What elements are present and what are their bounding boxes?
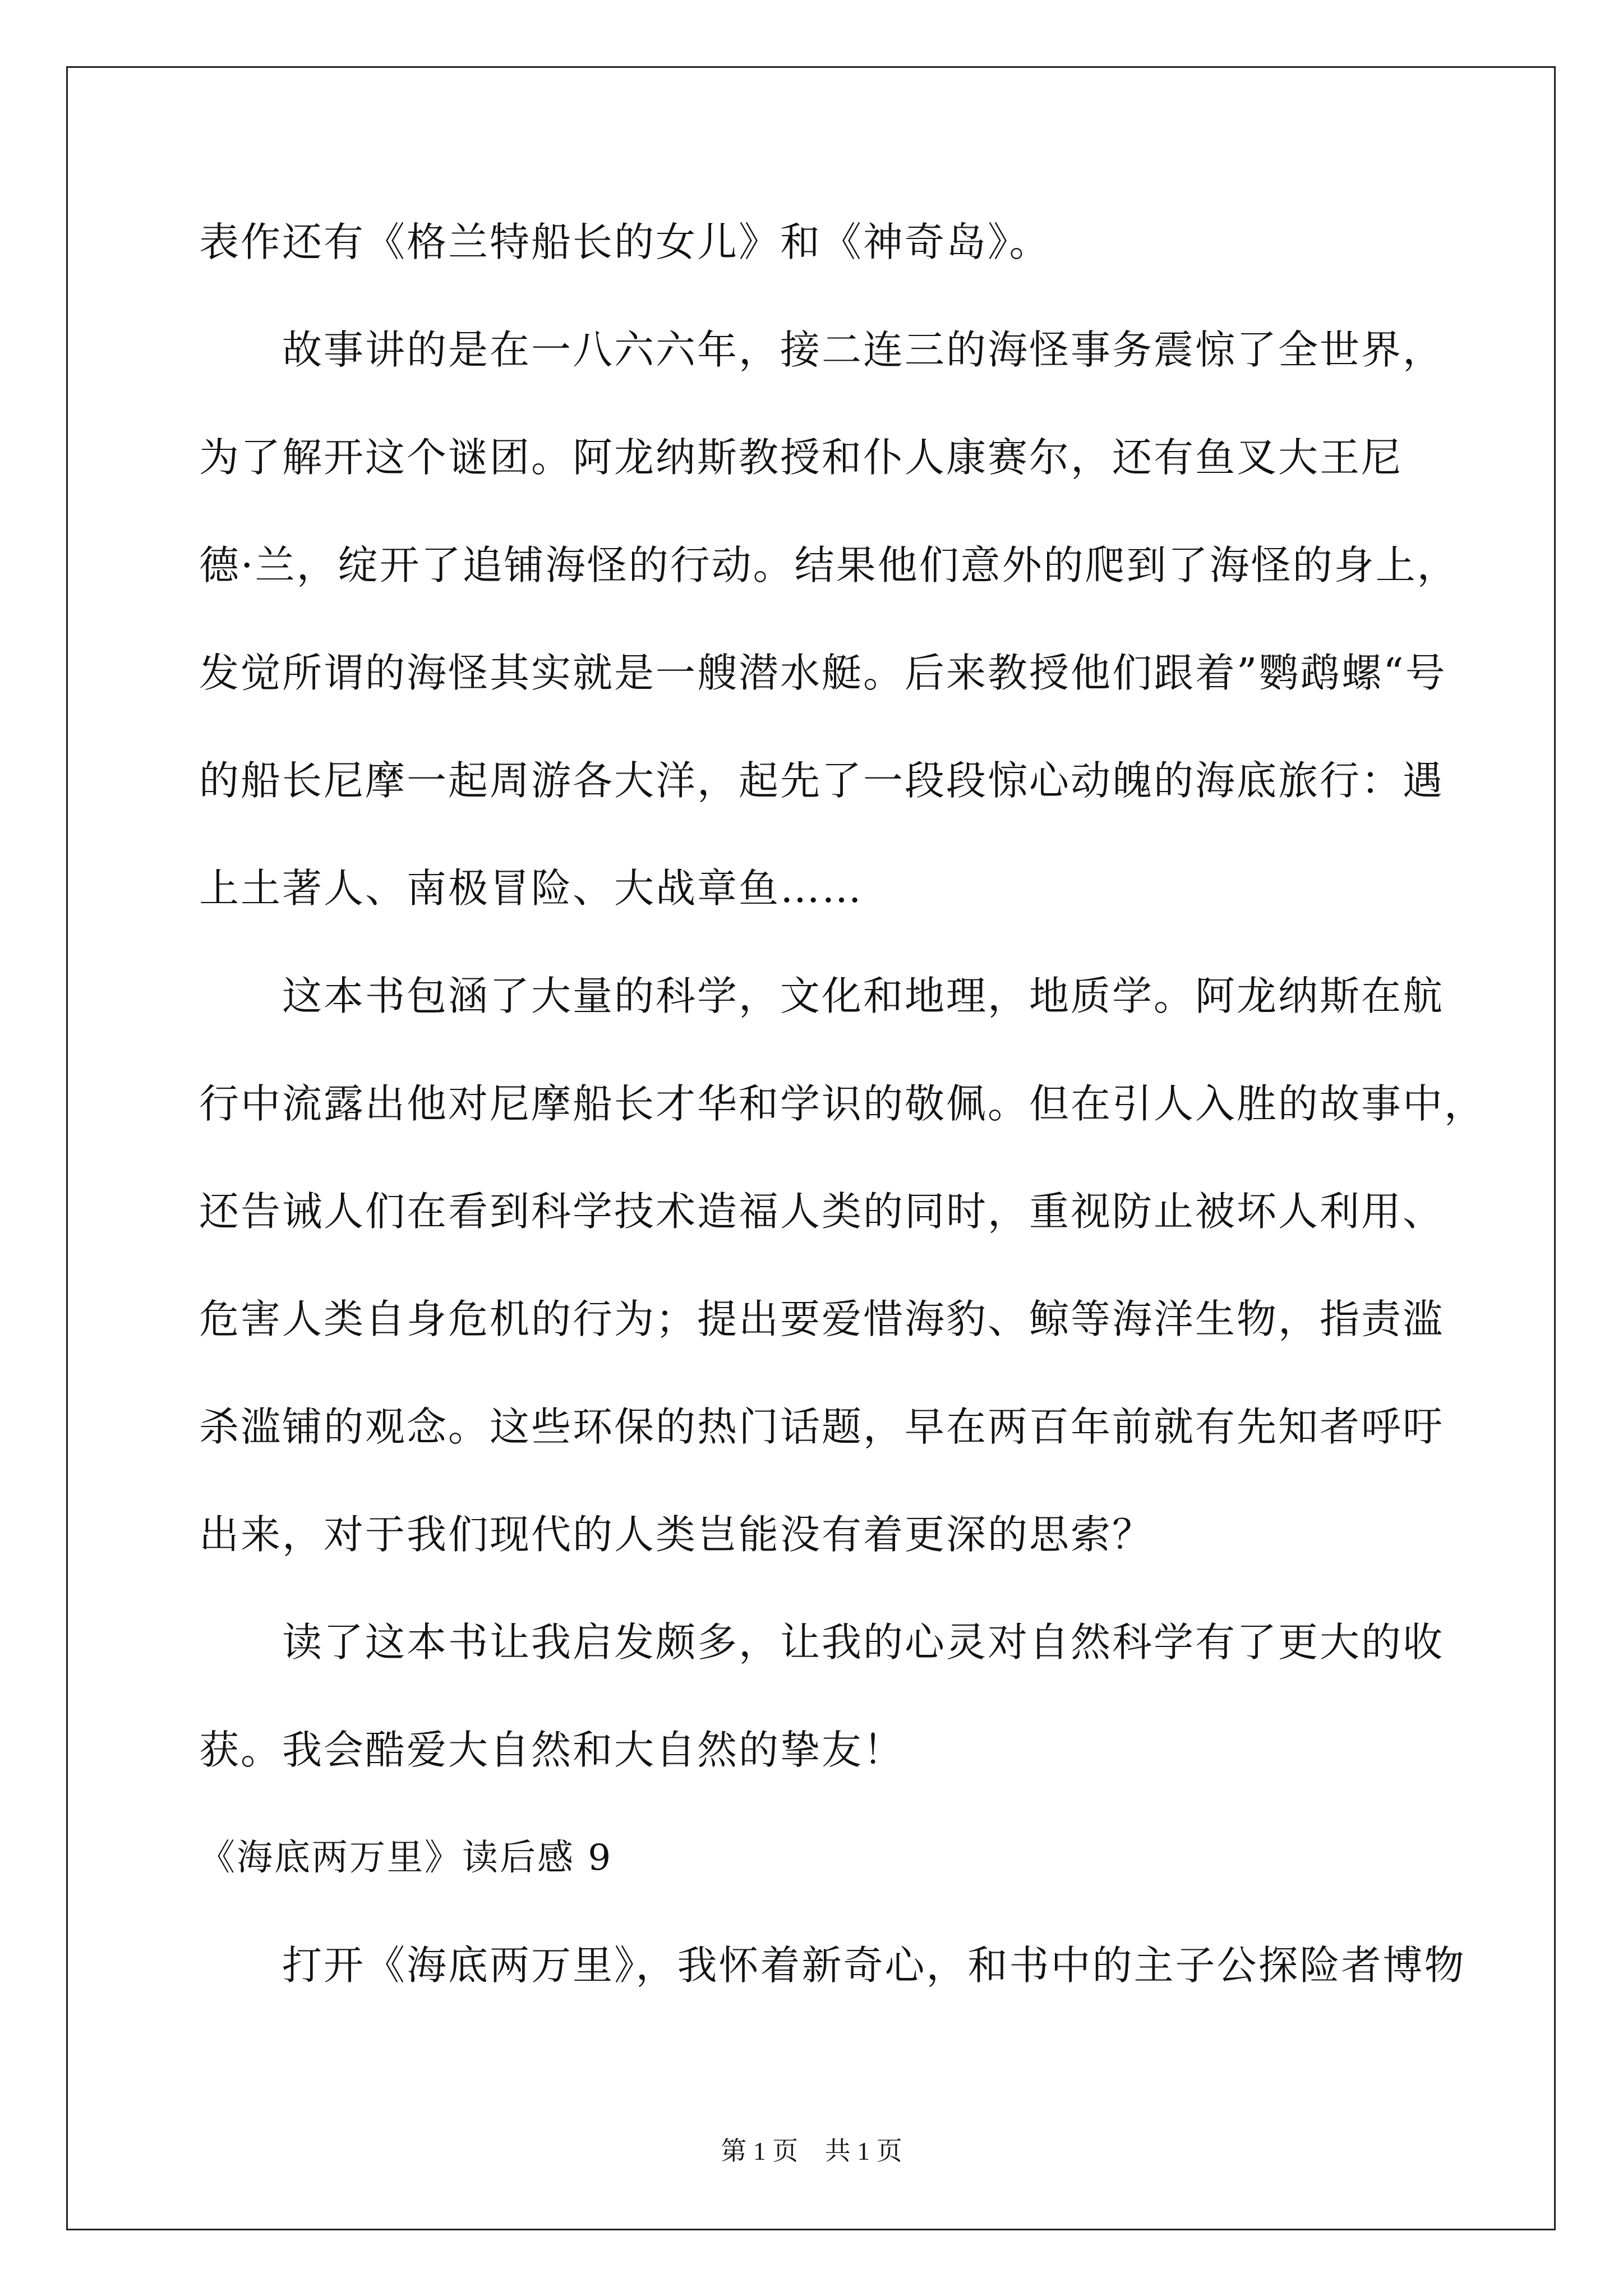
paragraph-start: 这本书包涵了大量的科学，文化和地理，地质学。阿龙纳斯在航 (282, 973, 1445, 1019)
text-line: 获。我会酷爱大自然和大自然的挚友！ (199, 1727, 905, 1773)
text-line: 还告诫人们在看到科学技术造福人类的同时，重视防止被坏人利用、 (199, 1188, 1445, 1235)
text-line: 发觉所谓的海怪其实就是一艘潜水艇。后来教授他们跟着”鹦鹉螺“号 (199, 650, 1447, 696)
document-body (199, 209, 1486, 2040)
page-number: 第 1 页 (721, 2137, 799, 2165)
page-total: 共 1 页 (824, 2137, 902, 2165)
paragraph-start: 读了这本书让我启发颇多，让我的心灵对自然科学有了更大的收 (282, 1619, 1445, 1665)
section-heading: 《海底两万里》读后感 9 (199, 1837, 613, 1879)
text-line: 杀滥铺的观念。这些环保的热门话题，早在两百年前就有先知者呼吁 (199, 1404, 1445, 1450)
text-line: 的船长尼摩一起周游各大洋，起先了一段段惊心动魄的海底旅行：遇 (199, 757, 1445, 804)
paragraph-start: 打开《海底两万里》，我怀着新奇心，和书中的主子公探险者博物 (282, 1942, 1466, 1989)
text-line: 德·兰，绽开了追铺海怪的行动。结果他们意外的爬到了海怪的身上， (199, 542, 1459, 588)
paragraph-start: 故事讲的是在一八六六年，接二连三的海怪事务震惊了全世界， (282, 326, 1445, 373)
page-footer (0, 2131, 1623, 2168)
text-line: 为了解开这个谜团。阿龙纳斯教授和仆人康赛尔，还有鱼叉大王尼 (199, 434, 1403, 481)
text-line: 上土著人、南极冒险、大战章鱼…… (199, 865, 864, 912)
text-line: 出来，对于我们现代的人类岂能没有着更深的思索？ (199, 1511, 1154, 1558)
text-line: 危害人类自身危机的行为；提出要爱惜海豹、鲸等海洋生物，指责滥 (199, 1296, 1445, 1342)
text-line: 表作还有《格兰特船长的女儿》和《神奇岛》。 (199, 219, 1051, 265)
text-line: 行中流露出他对尼摩船长才华和学识的敬佩。但在引人入胜的故事中， (199, 1080, 1486, 1127)
